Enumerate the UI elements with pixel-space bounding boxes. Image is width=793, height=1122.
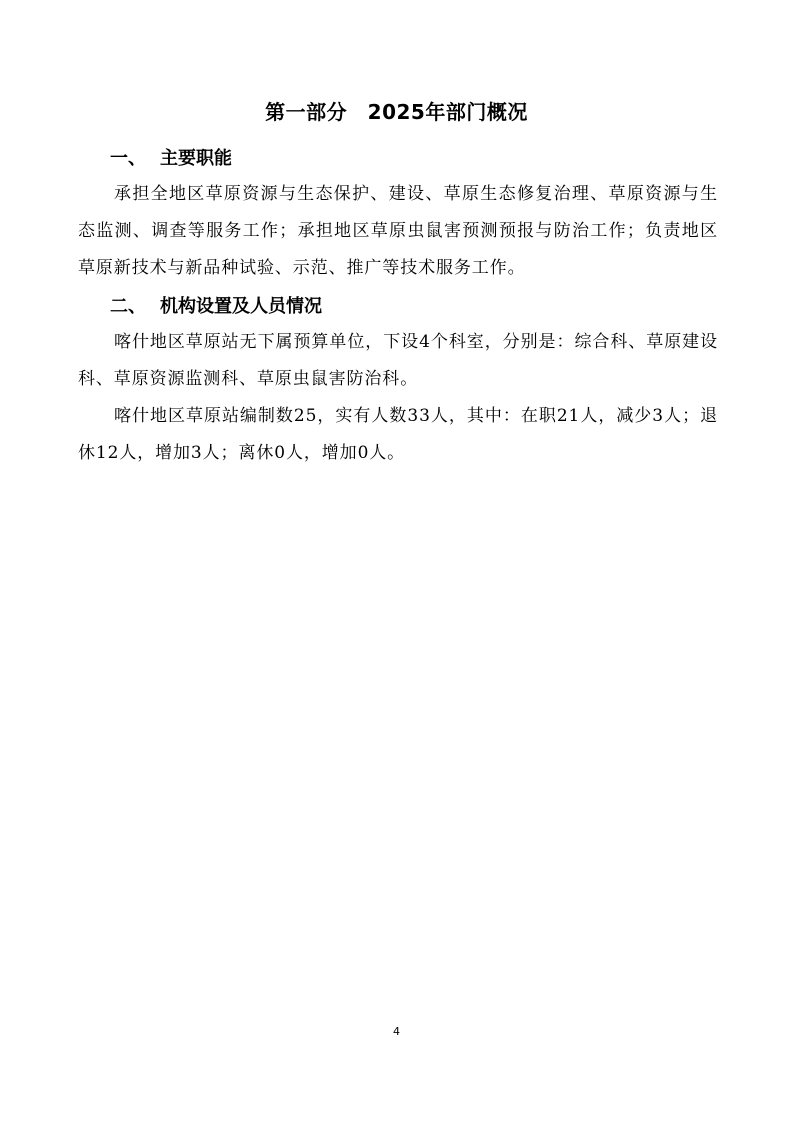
section-number: 一、: [110, 148, 146, 169]
paragraph-main-functions: 承担全地区草原资源与生态保护、建设、草原生态修复治理、草原资源与生态监测、调查等服务工作；承担地区草原虫鼠害预测预报与防治工作；负责地区草原新技术与新品种试验、示范、推广等技术服务工作。: [78, 184, 718, 278]
section-heading-organization: [110, 294, 322, 320]
section-heading-text: 机构设置及人员情况: [160, 296, 322, 317]
page-title: 第一部分 2025年部门概况: [265, 100, 528, 124]
section-heading-text: 主要职能: [160, 148, 232, 169]
paragraph-departments: 喀什地区草原站无下属预算单位，下设4个科室，分别是：综合科、草原建设科、草原资源监测科、草原虫鼠害防治科。: [78, 332, 718, 389]
section-heading-main-functions: [110, 146, 232, 172]
section-number: 二、: [110, 296, 146, 317]
paragraph-staffing: 喀什地区草原站编制数25，实有人数33人，其中：在职21人，减少3人；退休12人，增加3人；离休0人，增加0人。: [78, 406, 718, 463]
page-number: 4: [393, 1025, 400, 1038]
